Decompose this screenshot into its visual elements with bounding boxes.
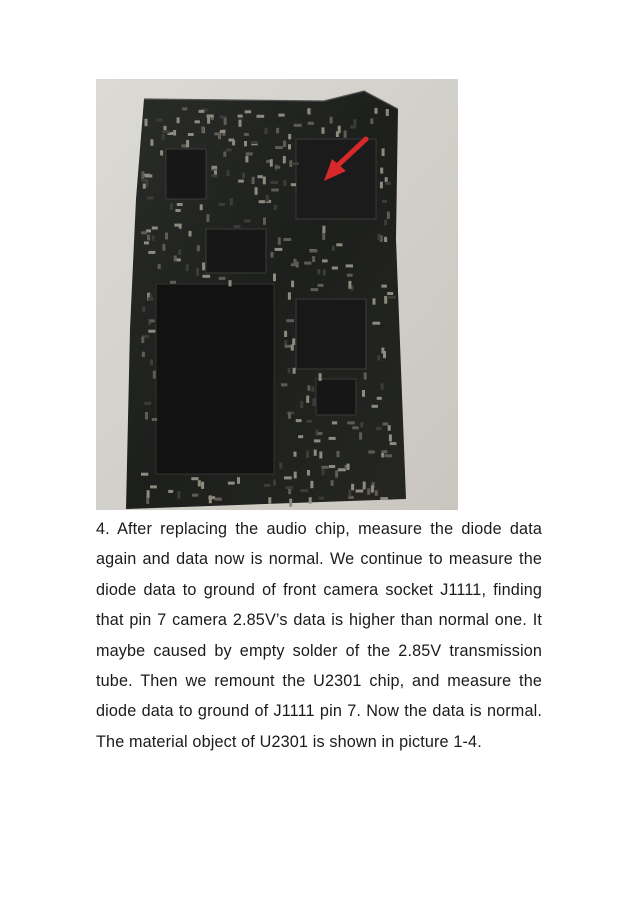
smd-component xyxy=(362,390,365,397)
smd-component xyxy=(371,485,374,492)
smd-component xyxy=(377,356,380,361)
smd-component xyxy=(281,383,287,386)
smd-component xyxy=(384,220,387,226)
smd-component xyxy=(375,490,378,496)
smd-component xyxy=(141,171,144,179)
smd-component xyxy=(329,465,335,468)
smd-component xyxy=(336,243,342,246)
smd-component xyxy=(186,140,189,147)
smd-component xyxy=(390,442,397,445)
smd-component xyxy=(368,451,375,454)
smd-component xyxy=(309,497,312,504)
smd-component xyxy=(173,130,176,136)
smd-component xyxy=(322,226,325,234)
smd-component xyxy=(168,490,173,493)
smd-component xyxy=(207,115,214,118)
smd-component xyxy=(170,281,176,284)
smd-component xyxy=(207,117,210,124)
smd-component xyxy=(238,180,244,183)
smd-component xyxy=(255,187,258,195)
smd-component xyxy=(291,183,296,186)
smd-component xyxy=(228,482,235,485)
smd-component xyxy=(382,450,388,453)
smd-component xyxy=(144,402,151,405)
smd-component xyxy=(380,497,388,500)
chip-right-small xyxy=(316,379,356,415)
smd-component xyxy=(251,141,257,144)
smd-component xyxy=(141,337,144,344)
smd-component xyxy=(373,298,376,304)
smd-component xyxy=(308,122,314,125)
smd-component xyxy=(352,426,358,429)
smd-component xyxy=(270,159,273,166)
smd-component xyxy=(288,368,291,373)
smd-component xyxy=(294,124,302,127)
smd-component xyxy=(239,120,242,127)
smd-component xyxy=(152,418,157,421)
smd-component xyxy=(258,175,263,178)
smd-component xyxy=(264,484,270,487)
smd-component xyxy=(271,252,274,258)
smd-component xyxy=(232,140,235,145)
smd-component xyxy=(317,269,320,275)
smd-component xyxy=(289,499,292,507)
smd-component xyxy=(206,214,209,222)
smd-component xyxy=(257,115,265,118)
smd-component xyxy=(265,128,268,135)
smd-component xyxy=(378,234,381,240)
smd-component xyxy=(298,435,303,438)
smd-component xyxy=(387,212,390,219)
smd-component xyxy=(380,182,383,189)
smd-component xyxy=(244,141,247,146)
smd-component xyxy=(278,114,284,117)
smd-component xyxy=(313,398,316,406)
smd-component xyxy=(311,386,314,392)
smd-component xyxy=(348,281,351,289)
smd-component xyxy=(145,412,148,419)
chip-upper-right xyxy=(296,139,376,219)
smd-component xyxy=(383,423,389,426)
smd-component xyxy=(177,203,183,206)
smd-component xyxy=(384,237,387,242)
smd-component xyxy=(283,238,291,241)
chip-upper-mid xyxy=(206,229,266,273)
smd-component xyxy=(304,262,311,265)
smd-component xyxy=(388,296,396,299)
smd-component xyxy=(387,292,393,295)
smd-component xyxy=(346,264,353,267)
smd-component xyxy=(296,419,302,422)
smd-component xyxy=(148,251,155,254)
smd-component xyxy=(234,225,241,228)
smd-component xyxy=(292,338,295,345)
smd-component xyxy=(195,120,200,123)
smd-component xyxy=(322,233,325,240)
smd-component xyxy=(245,110,251,113)
smd-component xyxy=(330,117,333,124)
smd-component xyxy=(279,463,282,469)
smd-component xyxy=(283,180,286,186)
smd-component xyxy=(296,262,299,268)
smd-component xyxy=(288,134,291,140)
smd-component xyxy=(224,118,227,125)
smd-component xyxy=(162,134,165,140)
smd-component xyxy=(278,238,281,245)
smd-component xyxy=(275,166,280,169)
smd-component xyxy=(307,385,310,390)
smd-component xyxy=(170,203,173,210)
smd-component xyxy=(319,373,322,381)
smd-component xyxy=(245,156,248,163)
smd-component xyxy=(317,432,322,435)
smd-component xyxy=(370,118,373,124)
smd-component xyxy=(218,133,221,139)
smd-component xyxy=(188,133,194,136)
smd-component xyxy=(381,285,387,288)
smd-component xyxy=(145,119,148,126)
smd-component xyxy=(229,280,232,286)
smd-component xyxy=(347,274,353,277)
smd-component xyxy=(386,109,389,116)
smd-component xyxy=(196,268,199,276)
smd-component xyxy=(263,218,266,225)
smd-component xyxy=(350,126,356,129)
smd-component xyxy=(375,108,378,114)
smd-component xyxy=(147,235,150,241)
smd-component xyxy=(263,177,266,185)
smd-component xyxy=(347,464,350,470)
smd-component xyxy=(376,427,382,430)
smd-component xyxy=(162,130,170,133)
smd-component xyxy=(383,351,386,358)
smd-component xyxy=(150,359,153,365)
smd-component xyxy=(338,468,346,471)
smd-component xyxy=(307,108,310,114)
smd-component xyxy=(141,473,148,476)
smd-component xyxy=(218,203,225,206)
smd-component xyxy=(385,182,391,185)
smd-component xyxy=(244,219,251,222)
smd-component xyxy=(351,484,354,491)
smd-component xyxy=(226,148,232,151)
smd-component xyxy=(191,477,198,480)
large-chip-left xyxy=(156,284,274,474)
smd-component xyxy=(197,245,200,251)
smd-component xyxy=(331,480,334,486)
smd-component xyxy=(276,128,279,134)
smd-component xyxy=(314,450,317,456)
smd-component xyxy=(211,174,217,177)
smd-component xyxy=(192,494,198,497)
smd-component xyxy=(311,288,319,291)
smd-component xyxy=(332,267,338,270)
smd-component xyxy=(322,127,325,133)
smd-component xyxy=(294,472,297,479)
smd-component xyxy=(332,246,335,251)
smd-component xyxy=(147,490,150,498)
smd-component xyxy=(300,401,303,408)
smd-component xyxy=(259,200,265,203)
smd-component xyxy=(182,107,187,110)
smd-component xyxy=(246,152,253,155)
smd-component xyxy=(323,270,326,276)
smd-component xyxy=(150,485,157,488)
smd-component xyxy=(293,162,299,165)
smd-component xyxy=(364,372,367,379)
smd-component xyxy=(306,451,309,459)
smd-component xyxy=(293,368,296,374)
smd-component xyxy=(348,490,351,497)
smd-component xyxy=(381,383,384,389)
smd-component xyxy=(310,481,313,488)
smd-component xyxy=(149,294,152,299)
smd-component xyxy=(177,117,180,123)
smd-component xyxy=(142,352,145,357)
smd-component xyxy=(344,131,347,138)
smd-component xyxy=(152,227,158,230)
smd-component xyxy=(389,435,392,442)
circuit-board-image xyxy=(96,79,458,510)
smd-component xyxy=(310,249,318,252)
smd-component xyxy=(337,451,340,457)
smd-component xyxy=(307,420,312,423)
smd-component xyxy=(203,275,211,278)
smd-component xyxy=(219,277,226,280)
smd-component xyxy=(319,497,324,500)
smd-component xyxy=(186,264,189,271)
smd-component xyxy=(199,110,205,113)
smd-component xyxy=(283,156,286,164)
smd-component xyxy=(177,491,180,499)
smd-component xyxy=(275,146,283,149)
smd-component xyxy=(178,249,181,255)
smd-component xyxy=(152,235,155,240)
smd-component xyxy=(189,231,192,237)
smd-component xyxy=(288,292,291,299)
smd-component xyxy=(150,139,153,146)
smd-component xyxy=(198,480,201,486)
smd-component xyxy=(284,331,287,337)
smd-component xyxy=(223,152,226,157)
smd-component xyxy=(294,452,297,457)
smd-component xyxy=(284,476,292,479)
smd-component xyxy=(273,274,276,282)
smd-component xyxy=(359,432,362,439)
smd-component xyxy=(380,168,383,174)
chip-right-mid xyxy=(296,299,366,369)
smd-component xyxy=(174,224,181,227)
smd-component xyxy=(209,495,212,503)
smd-component xyxy=(238,115,243,118)
smd-component xyxy=(321,466,329,469)
smd-component xyxy=(144,241,149,244)
smd-component xyxy=(270,181,278,184)
smd-component xyxy=(142,306,145,312)
smd-component xyxy=(157,119,163,122)
smd-component xyxy=(230,198,233,205)
smd-component xyxy=(252,177,255,184)
smd-component xyxy=(312,256,315,262)
smd-component xyxy=(288,412,291,419)
smd-component xyxy=(289,160,292,167)
smd-component xyxy=(363,482,366,490)
smd-component xyxy=(307,470,310,476)
smd-component xyxy=(141,231,147,234)
smd-component xyxy=(271,189,279,192)
smd-component xyxy=(266,195,269,202)
smd-component xyxy=(242,173,245,179)
smd-component xyxy=(165,233,168,240)
smd-component xyxy=(322,469,325,476)
smd-component xyxy=(360,422,363,427)
smd-component xyxy=(174,256,177,262)
smd-component xyxy=(143,184,146,189)
smd-component xyxy=(273,480,276,486)
smd-component xyxy=(201,126,204,132)
smd-component xyxy=(215,498,222,501)
smd-component xyxy=(388,425,391,431)
smd-component xyxy=(335,470,338,477)
smd-component xyxy=(202,263,205,271)
smd-component xyxy=(332,421,337,424)
smd-component xyxy=(372,322,380,325)
smd-component xyxy=(372,405,378,408)
smd-component xyxy=(318,284,324,287)
smd-component xyxy=(319,452,322,459)
smd-component xyxy=(347,421,354,424)
smd-component xyxy=(220,130,226,133)
smd-component xyxy=(141,179,148,182)
smd-component xyxy=(147,197,154,200)
smd-component xyxy=(244,133,249,136)
smd-component xyxy=(300,489,308,492)
chip-upper-left xyxy=(166,149,206,199)
smd-component xyxy=(356,490,364,493)
smd-component xyxy=(382,148,385,156)
smd-component xyxy=(306,396,309,403)
smd-component xyxy=(153,371,156,379)
smd-component xyxy=(288,144,291,149)
smd-component xyxy=(237,477,240,484)
smd-component xyxy=(227,170,230,176)
smd-component xyxy=(367,488,370,494)
smd-component xyxy=(385,454,392,457)
body-paragraph: 4. After replacing the audio chip, measure the diode data again and data now is normal. We continue to measure the diode data to ground of front camera socket J1111, finding that pin 7 camera 2.85V’s data is higher than normal one. It maybe caused by empty solder of the 2.85V transmission tube. Then we remount the U2301 chip, and measure the diode data to ground of J1111 pin 7. Now the data is normal. The material object of U2301 is shown in picture 1-4. xyxy=(96,520,542,751)
smd-component xyxy=(286,319,294,322)
smd-component xyxy=(322,259,328,262)
smd-component xyxy=(212,166,217,169)
smd-component xyxy=(275,248,283,251)
smd-component xyxy=(286,486,294,489)
smd-component xyxy=(329,437,336,440)
smd-component xyxy=(150,319,155,322)
smd-component xyxy=(384,296,387,304)
smd-component xyxy=(175,209,180,212)
smd-component xyxy=(338,126,341,134)
smd-component xyxy=(291,345,294,351)
smd-component xyxy=(283,141,286,148)
smd-component xyxy=(148,330,155,333)
smd-component xyxy=(274,205,277,210)
smd-component xyxy=(291,281,294,288)
circuit-board-photo xyxy=(96,79,458,510)
smd-component xyxy=(382,200,387,203)
smd-component xyxy=(314,439,321,442)
smd-component xyxy=(200,204,203,210)
smd-component xyxy=(377,397,382,400)
smd-component xyxy=(158,264,161,269)
smd-component xyxy=(160,150,163,155)
smd-component xyxy=(385,177,388,182)
smd-component xyxy=(201,482,204,489)
smd-component xyxy=(268,497,271,503)
smd-component xyxy=(162,244,165,251)
